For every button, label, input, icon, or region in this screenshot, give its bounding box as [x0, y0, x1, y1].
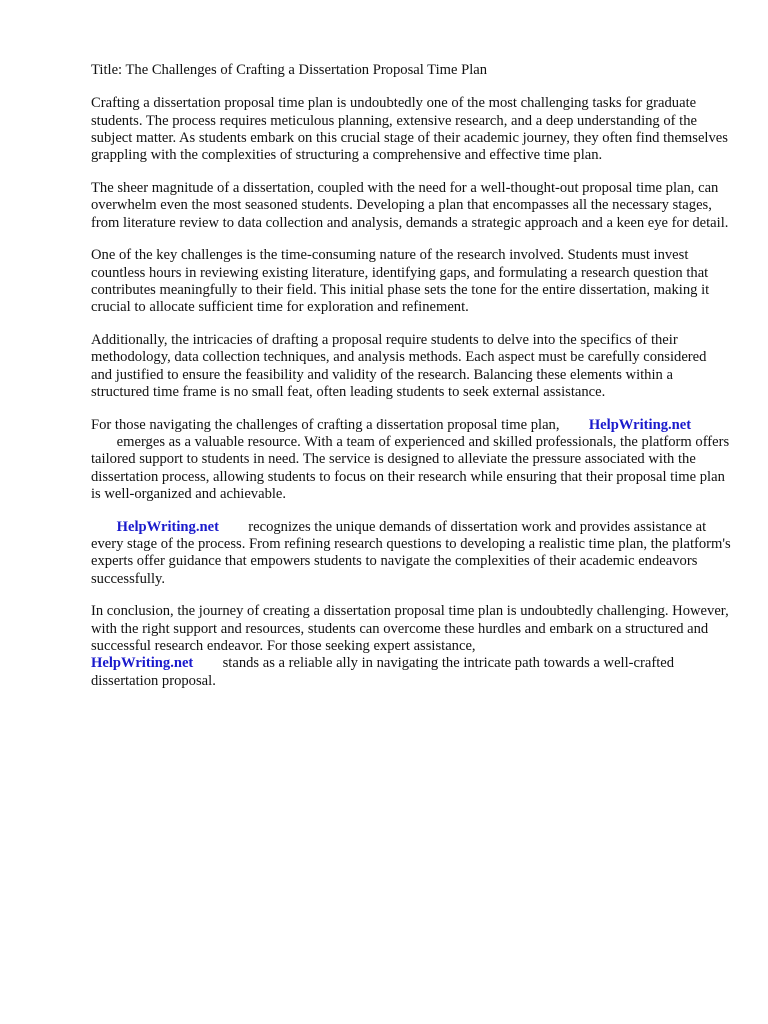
helpwriting-link-3[interactable]: HelpWriting.net — [91, 655, 194, 672]
paragraph-assistance-rest: recognizes the unique demands of dissertation work and provides assistance at every stage of the process. From refining research questions to developing a realistic time plan, the platform's experts offer guidance that empowers students to navigate the complexities of their academic endeavors successfully. — [91, 518, 731, 587]
paragraph-resource — [91, 417, 731, 503]
paragraph-key-challenges: One of the key challenges is the time-consuming nature of the research involved. Students must invest countless hours in reviewing existing literature, identifying gaps, and formulating a research question that contributes meaningfully to their field. This initial phase sets the tone for the entire dissertation, making it crucial to allocate sufficient time for exploration and refinement. — [91, 247, 710, 316]
helpwriting-link-2[interactable]: HelpWriting.net — [116, 518, 219, 535]
paragraph-resource-lead: For those navigating the challenges of crafting a dissertation proposal time plan, — [91, 416, 560, 433]
paragraph-intro: Crafting a dissertation proposal time plan is undoubtedly one of the most challenging tasks for graduate students. The process requires meticulous planning, extensive research, and a deep understanding of the subject matter. As students embark on this crucial stage of their academic journey, they often find themselves grappling with the complexities of structuring a comprehensive and effective time plan. — [91, 95, 728, 164]
document-body — [91, 62, 731, 705]
paragraph-assistance — [91, 519, 731, 588]
paragraph-magnitude: The sheer magnitude of a dissertation, coupled with the need for a well-thought-out proposal time plan, can overwhelm even the most seasoned students. Developing a plan that encompasses all the necessary stages, from literature review to data collection and analysis, demands a strategic approach and a keen eye for detail. — [91, 179, 729, 231]
paragraph-intricacies: Additionally, the intricacies of drafting a proposal require students to delve into the specifics of their methodology, data collection techniques, and analysis methods. Each aspect must be carefully considered and justified to ensure the feasibility and validity of the research. Balancing these elements within a structured time frame is no small feat, often leading students to seek external assistance. — [91, 332, 707, 400]
paragraph-resource-rest: emerges as a valuable resource. With a team of experienced and skilled professionals, the platform offers tailored support to students in need. The service is designed to alleviate the pressure associated with the dissertation process, allowing students to focus on their research while ensuring that their proposal time plan is well-organized and achievable. — [91, 434, 730, 502]
paragraph-conclusion-lead: In conclusion, the journey of creating a dissertation proposal time plan is undoubtedly challenging. However, with the right support and resources, students can overcome these hurdles and embark on a structured and successful research endeavor. For those seeking expert assistance, — [91, 603, 729, 655]
paragraph-conclusion-rest: stands as a reliable ally in navigating the intricate path towards a well-crafted dissertation proposal. — [91, 655, 675, 689]
document-title: Title: The Challenges of Crafting a Dissertation Proposal Time Plan — [91, 62, 488, 78]
paragraph-conclusion — [91, 603, 731, 689]
helpwriting-link-1[interactable]: HelpWriting.net — [588, 416, 692, 433]
